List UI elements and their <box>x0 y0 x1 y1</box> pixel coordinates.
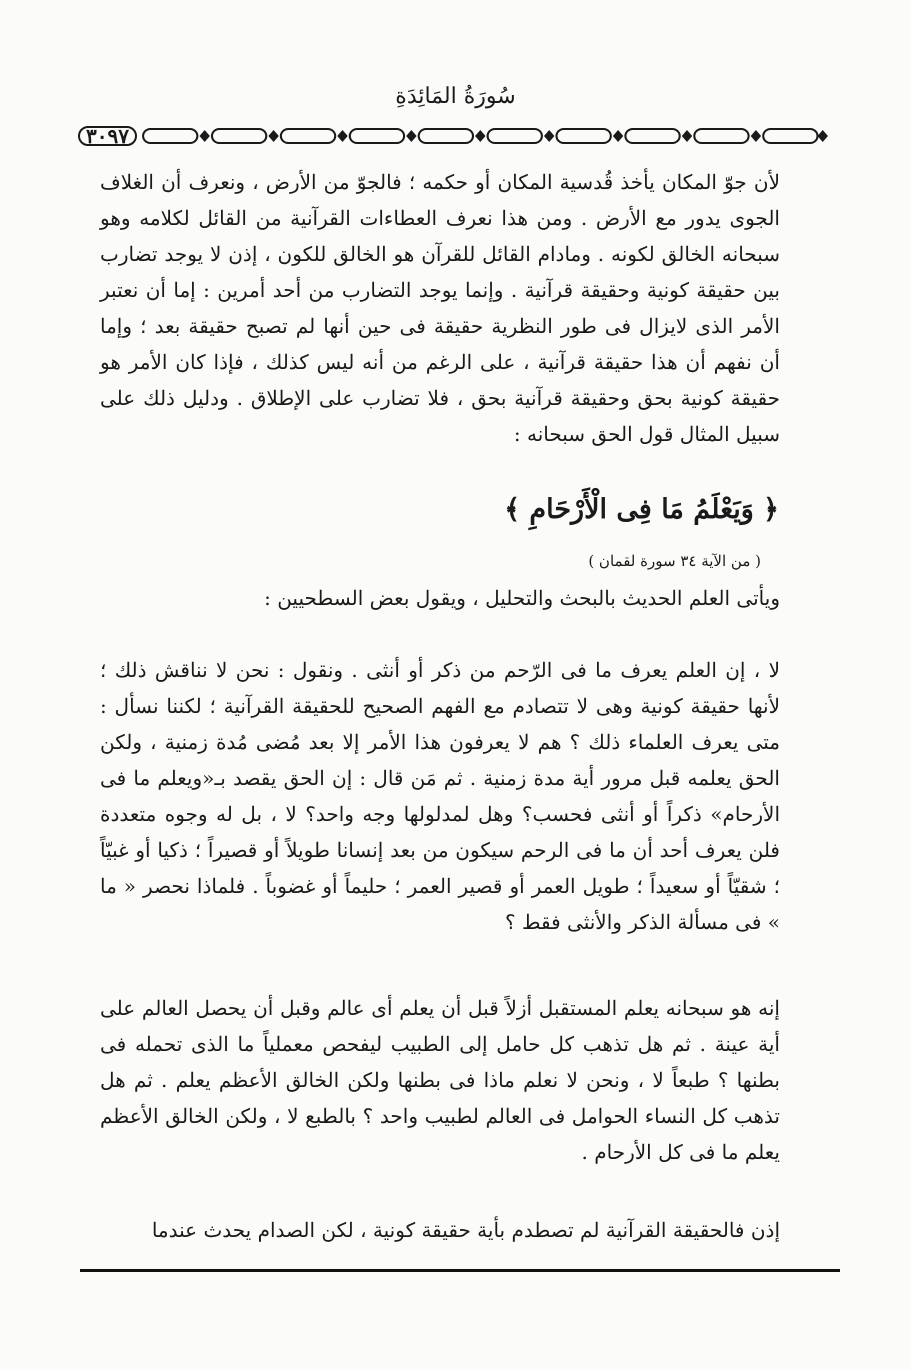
paragraph-4: إنه هو سبحانه يعلم المستقبل أزلاً قبل أن يعلم أى عالم وقبل أن يحصل العالم على أية عينة . ثم هل تذهب كل حامل إلى الطبيب ليفحص معملياً ما الذى تحمله فى بطنها ؟ طبعاً لا ، ونحن لا نعلم ماذا فى بطنها ولكن الخالق الأعظم يعلم . ثم هل تذهب كل النساء الحوامل فى العالم لطبيب واحد ؟ بالطبع لا ، ولكن الخالق الأعظم يعلم ما فى كل الأرحام . <box>100 996 781 1164</box>
paragraph-1: لأن جوّ المكان يأخذ قُدسية المكان أو حكمه ؛ فالجوّ من الأرض ، ونعرف أن الغلاف الجوى يدور مع الأرض . ومن هذا نعرف العطاءات القرآنية من القائل لكلامه وهو سبحانه الخالق لكونه . ومادام القائل للقرآن هو الخالق للكون ، إذن لا يوجد تضارب بين حقيقة كونية وحقيقة قرآنية . وإنما يوجد التضارب من أحد أمرين : إما أن نعتبر الأمر الذى لايزال فى طور النظرية حقيقة فى حين أنها لم تصبح حقيقة بعد ؛ وإما أن نفهم أن هذا حقيقة قرآنية ، على الرغم من أنه ليس كذلك ، فإذا كان الأمر هو حقيقة كونية بحق وحقيقة قرآنية بحق ، فلا تضارب على الإطلاق . ودليل ذلك على سبيل المثال قول الحق سبحانه : <box>100 170 780 446</box>
page-number: ٣٠٩٧ <box>78 126 137 146</box>
header-ornament <box>78 126 830 146</box>
paragraph-3: لا ، إن العلم يعرف ما فى الرّحم من ذكر أو أنثى . ونقول : نحن لا نناقش ذلك ؛ لأنها حقيقة كونية وهى لا تتصادم مع الفهم الصحيح للحقيقة القرآنية ؛ لكننا نسأل : متى يعرف العلماء ذلك ؟ هم لا يعرفون هذا الأمر إلا بعد مُضى مُدة زمنية ، ولكن الحق يعلمه قبل مرور أية مدة زمنية . ثم مَن قال : إن الحق يقصد بـ«ويعلم ما فى الأرحام» ذكراً أو أنثى فحسب؟ وهل لمدلولها وجه واحد؟ لا ، بل له وجوه متعددة فلن يعرف أحد أن ما فى الرحم سيكون من بعد إنسانا طويلاً أو قصيراً ؛ ذكيا أو غبيّاً ؛ شقيّاً أو سعيداً ؛ طويل العمر أو قصير العمر ؛ حليماً أو غضوباً . فلماذا نحصر « ما » فى مسألة الذكر والأنثى فقط ؟ <box>100 658 780 934</box>
quran-verse: ﴿ وَيَعْلَمُ مَا فِى الْأَرْحَامِ ﴾ <box>504 494 779 525</box>
paragraph-5: إذن فالحقيقة القرآنية لم تصطدم بأية حقيقة كونية ، لكن الصدام يحدث عندما <box>151 1218 780 1242</box>
verse-reference: ( من الآية ٣٤ سورة لقمان ) <box>588 552 761 570</box>
paragraph-2: ويأتى العلم الحديث بالبحث والتحليل ، ويقول بعض السطحيين : <box>264 586 780 610</box>
surah-title: سُورَةُ المَائِدَةِ <box>395 84 516 109</box>
bottom-rule <box>80 1269 840 1272</box>
chain-ornament <box>141 126 830 146</box>
